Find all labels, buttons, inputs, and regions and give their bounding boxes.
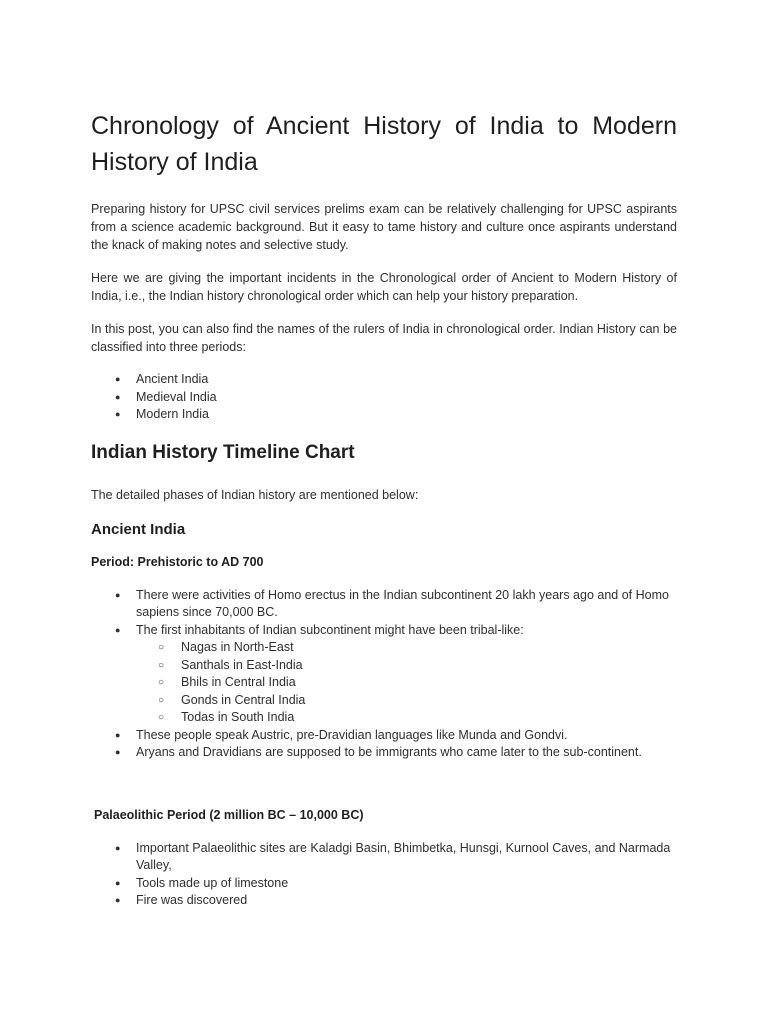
bullet-icon: ●	[115, 747, 121, 757]
bullet-icon: ●	[115, 589, 121, 600]
timeline-intro: The detailed phases of Indian history are mentioned below:	[91, 487, 419, 502]
ancient-points-list	[91, 587, 677, 762]
bullet-icon: ●	[115, 624, 121, 635]
palaeolithic-heading: Palaeolithic Period (2 million BC – 10,000 BC)	[94, 807, 364, 822]
bullet-icon: ●	[115, 409, 121, 419]
tribes-sublist	[136, 639, 677, 727]
list-item: ● Ancient India	[91, 371, 677, 389]
list-item: ● Medieval India	[91, 389, 677, 407]
timeline-heading: Indian History Timeline Chart	[91, 441, 355, 463]
list-item: ● Fire was discovered	[91, 892, 677, 910]
list-item: ● These people speak Austric, pre-Dravidian languages like Munda and Gondvi.	[91, 727, 677, 745]
bullet-icon: ●	[115, 877, 121, 888]
bullet-icon: ●	[115, 391, 121, 402]
sub-list-item: ○ Nagas in North-East	[136, 639, 677, 657]
list-item: ● Aryans and Dravidians are supposed to be immigrants who came later to the sub-continent.	[91, 744, 677, 762]
intro-paragraph-3: In this post, you can also find the names of the rulers of India in chronological order. Indian History can be classified into three periods:	[91, 322, 677, 354]
document-title: Chronology of Ancient History of India to Modern History of India	[91, 112, 677, 176]
bullet-icon: ●	[115, 895, 121, 905]
sub-list-item: ○ Gonds in Central India	[136, 692, 677, 710]
intro-paragraph-2: Here we are giving the important incidents in the Chronological order of Ancient to Modern History of India, i.e., the Indian history chronological order which can help your history preparation.	[91, 271, 677, 303]
circle-bullet-icon: ○	[158, 659, 165, 671]
intro-paragraph-1: Preparing history for UPSC civil services prelims exam can be relatively challenging for UPSC aspirants from a science academic background. But it easy to tame history and culture once aspirants understand the knack of making notes and selective study.	[91, 202, 677, 252]
list-item: ● Important Palaeolithic sites are Kaladgi Basin, Bhimbetka, Hunsgi, Kurnool Caves, and Narmada Valley,	[115, 840, 671, 872]
bullet-icon: ●	[115, 842, 121, 853]
circle-bullet-icon: ○	[158, 694, 165, 706]
bullet-icon: ●	[115, 374, 121, 384]
sub-list-item: ○ Bhils in Central India	[136, 674, 677, 692]
list-item: ● Tools made up of limestone	[91, 875, 677, 893]
ancient-period-label: Period: Prehistoric to AD 700	[91, 554, 264, 569]
list-item: ● There were activities of Homo erectus in the Indian subcontinent 20 lakh years ago and of Homo sapiens since 70,000 BC.	[115, 587, 669, 619]
circle-bullet-icon: ○	[158, 642, 165, 653]
list-item: ● Modern India	[91, 406, 677, 424]
sub-list-item: ○ Santhals in East-India	[136, 657, 677, 675]
sub-list-item: ○ Todas in South India	[136, 709, 677, 727]
ancient-india-heading: Ancient India	[91, 520, 186, 538]
circle-bullet-icon: ○	[158, 712, 165, 723]
palaeolithic-points-list	[91, 840, 677, 910]
periods-list	[91, 371, 677, 424]
list-item: ● The first inhabitants of Indian subcontinent might have been tribal-like: ○ Nagas in North-East ○ Santhals in East-India ○ Bhils in Central India ○ Gonds in Central India ○ Todas in South India	[91, 622, 677, 727]
circle-bullet-icon: ○	[158, 677, 165, 688]
bullet-icon: ●	[115, 729, 121, 740]
